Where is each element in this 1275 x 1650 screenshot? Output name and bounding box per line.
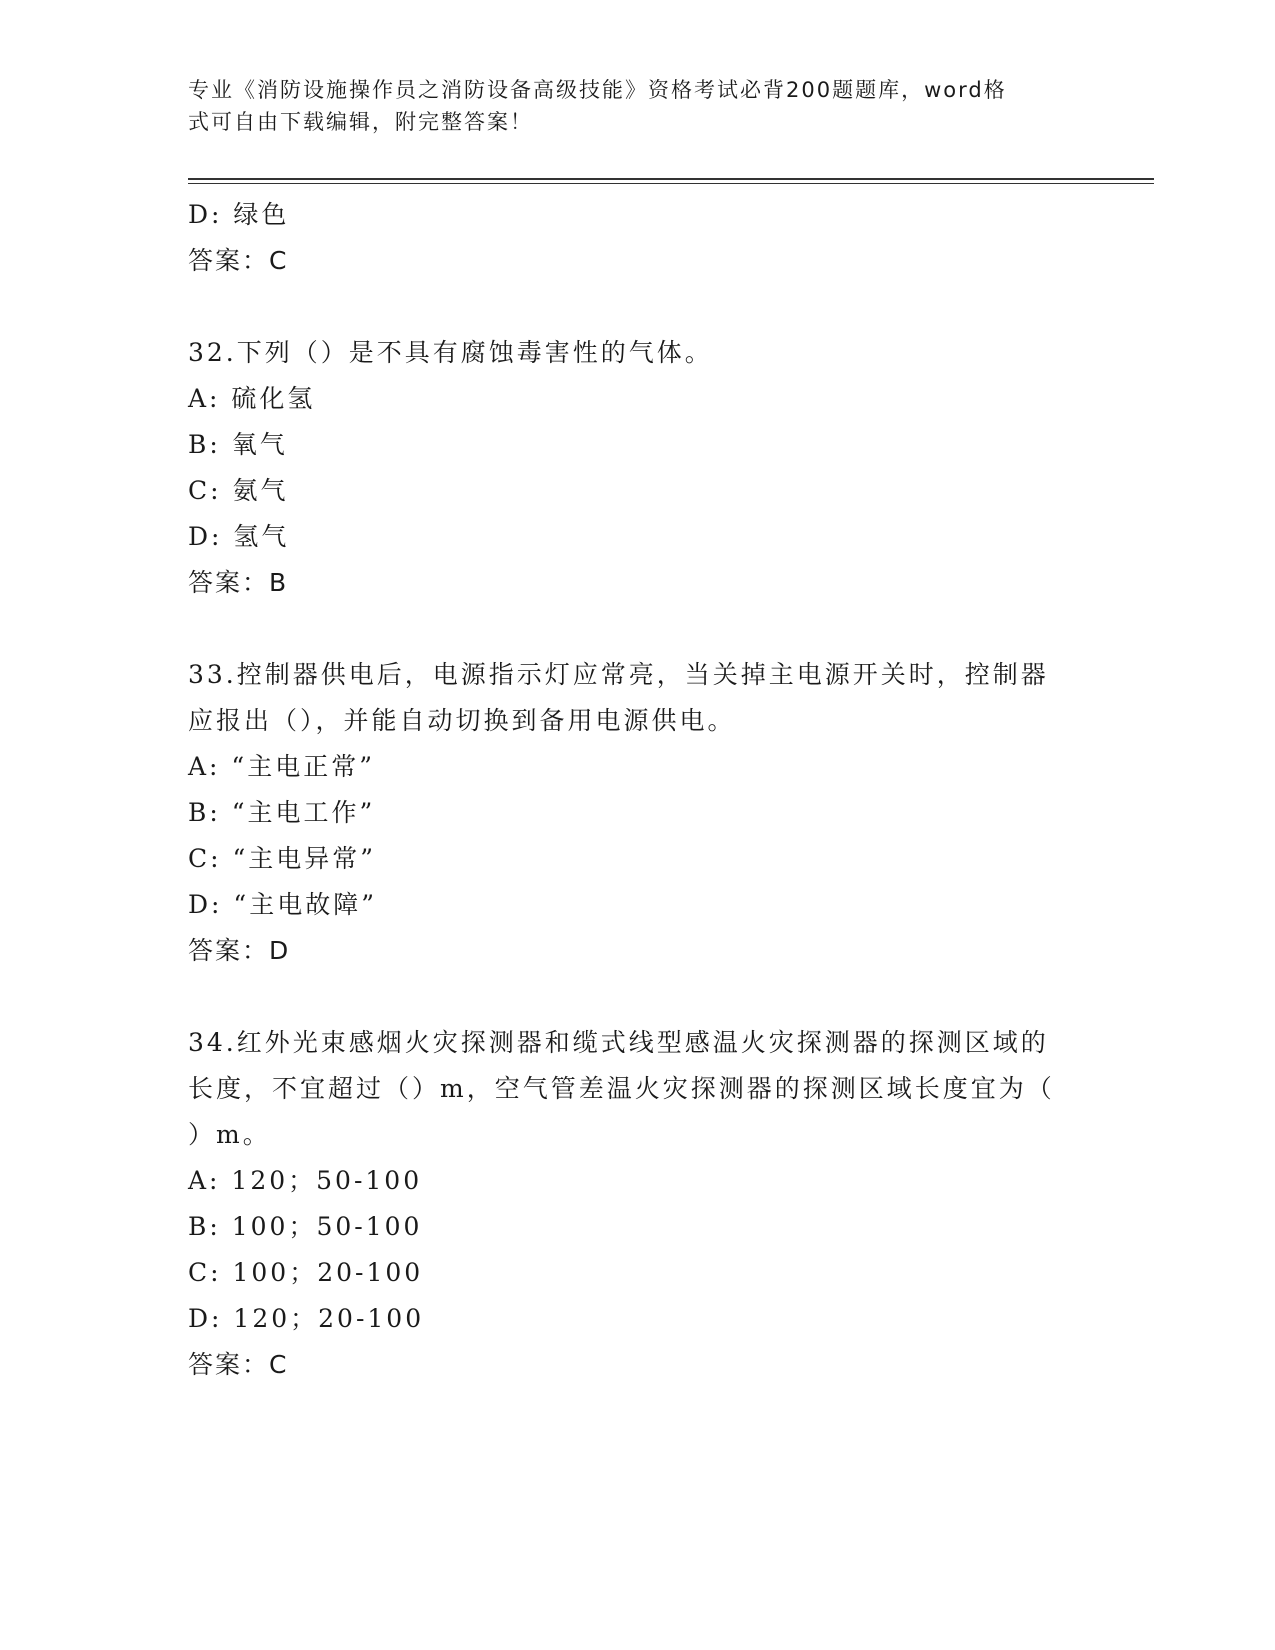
question-34-option-c: C: 100；20-100 bbox=[188, 1258, 424, 1287]
header-title-line-1: 专业《消防设施操作员之消防设备高级技能》资格考试必背200题题库，word格 bbox=[188, 78, 1007, 102]
question-33-option-b: B: “主电工作” bbox=[188, 798, 376, 827]
spacer bbox=[188, 974, 1088, 1020]
question-32-option-b: B: 氧气 bbox=[188, 430, 288, 459]
question-list bbox=[188, 192, 1088, 1388]
question-34-option-d: D: 120；20-100 bbox=[188, 1304, 425, 1333]
question-32-option-d: D: 氢气 bbox=[188, 522, 290, 551]
question-33-option-d: D: “主电故障” bbox=[188, 890, 377, 919]
question-34-option-a: A: 120；50-100 bbox=[188, 1166, 423, 1195]
question-34-text-line-3: ）m。 bbox=[188, 1120, 271, 1149]
spacer bbox=[188, 284, 1088, 330]
question-33-answer: 答案：D bbox=[188, 936, 291, 965]
question-34-text-line-1: 34.红外光束感烟火灾探测器和缆式线型感温火灾探测器的探测区域的 bbox=[188, 1028, 1049, 1057]
header-divider-thick bbox=[188, 178, 1154, 180]
question-33-text-line-1: 33.控制器供电后，电源指示灯应常亮，当关掉主电源开关时，控制器 bbox=[188, 660, 1049, 689]
question-34-option-b: B: 100；50-100 bbox=[188, 1212, 423, 1241]
spacer bbox=[188, 606, 1088, 652]
header-title-line-2: 式可自由下载编辑，附完整答案！ bbox=[188, 110, 533, 134]
prev-option-d: D: 绿色 bbox=[188, 200, 290, 229]
question-32-text: 32.下列（）是不具有腐蚀毒害性的气体。 bbox=[188, 338, 713, 367]
question-33-option-a: A: “主电正常” bbox=[188, 752, 375, 781]
question-32-answer: 答案：B bbox=[188, 568, 289, 597]
question-34-text-line-2: 长度，不宜超过（）m，空气管差温火灾探测器的探测区域长度宜为（ bbox=[188, 1074, 1055, 1103]
header-divider-thin bbox=[188, 183, 1154, 184]
prev-answer: 答案：C bbox=[188, 246, 289, 275]
question-33-option-c: C: “主电异常” bbox=[188, 844, 377, 873]
document-header bbox=[188, 74, 1078, 138]
question-32-option-a: A: 硫化氢 bbox=[188, 384, 316, 413]
question-34-answer: 答案：C bbox=[188, 1350, 289, 1379]
question-32-option-c: C: 氨气 bbox=[188, 476, 289, 505]
question-33-text-line-2: 应报出（），并能自动切换到备用电源供电。 bbox=[188, 706, 736, 735]
